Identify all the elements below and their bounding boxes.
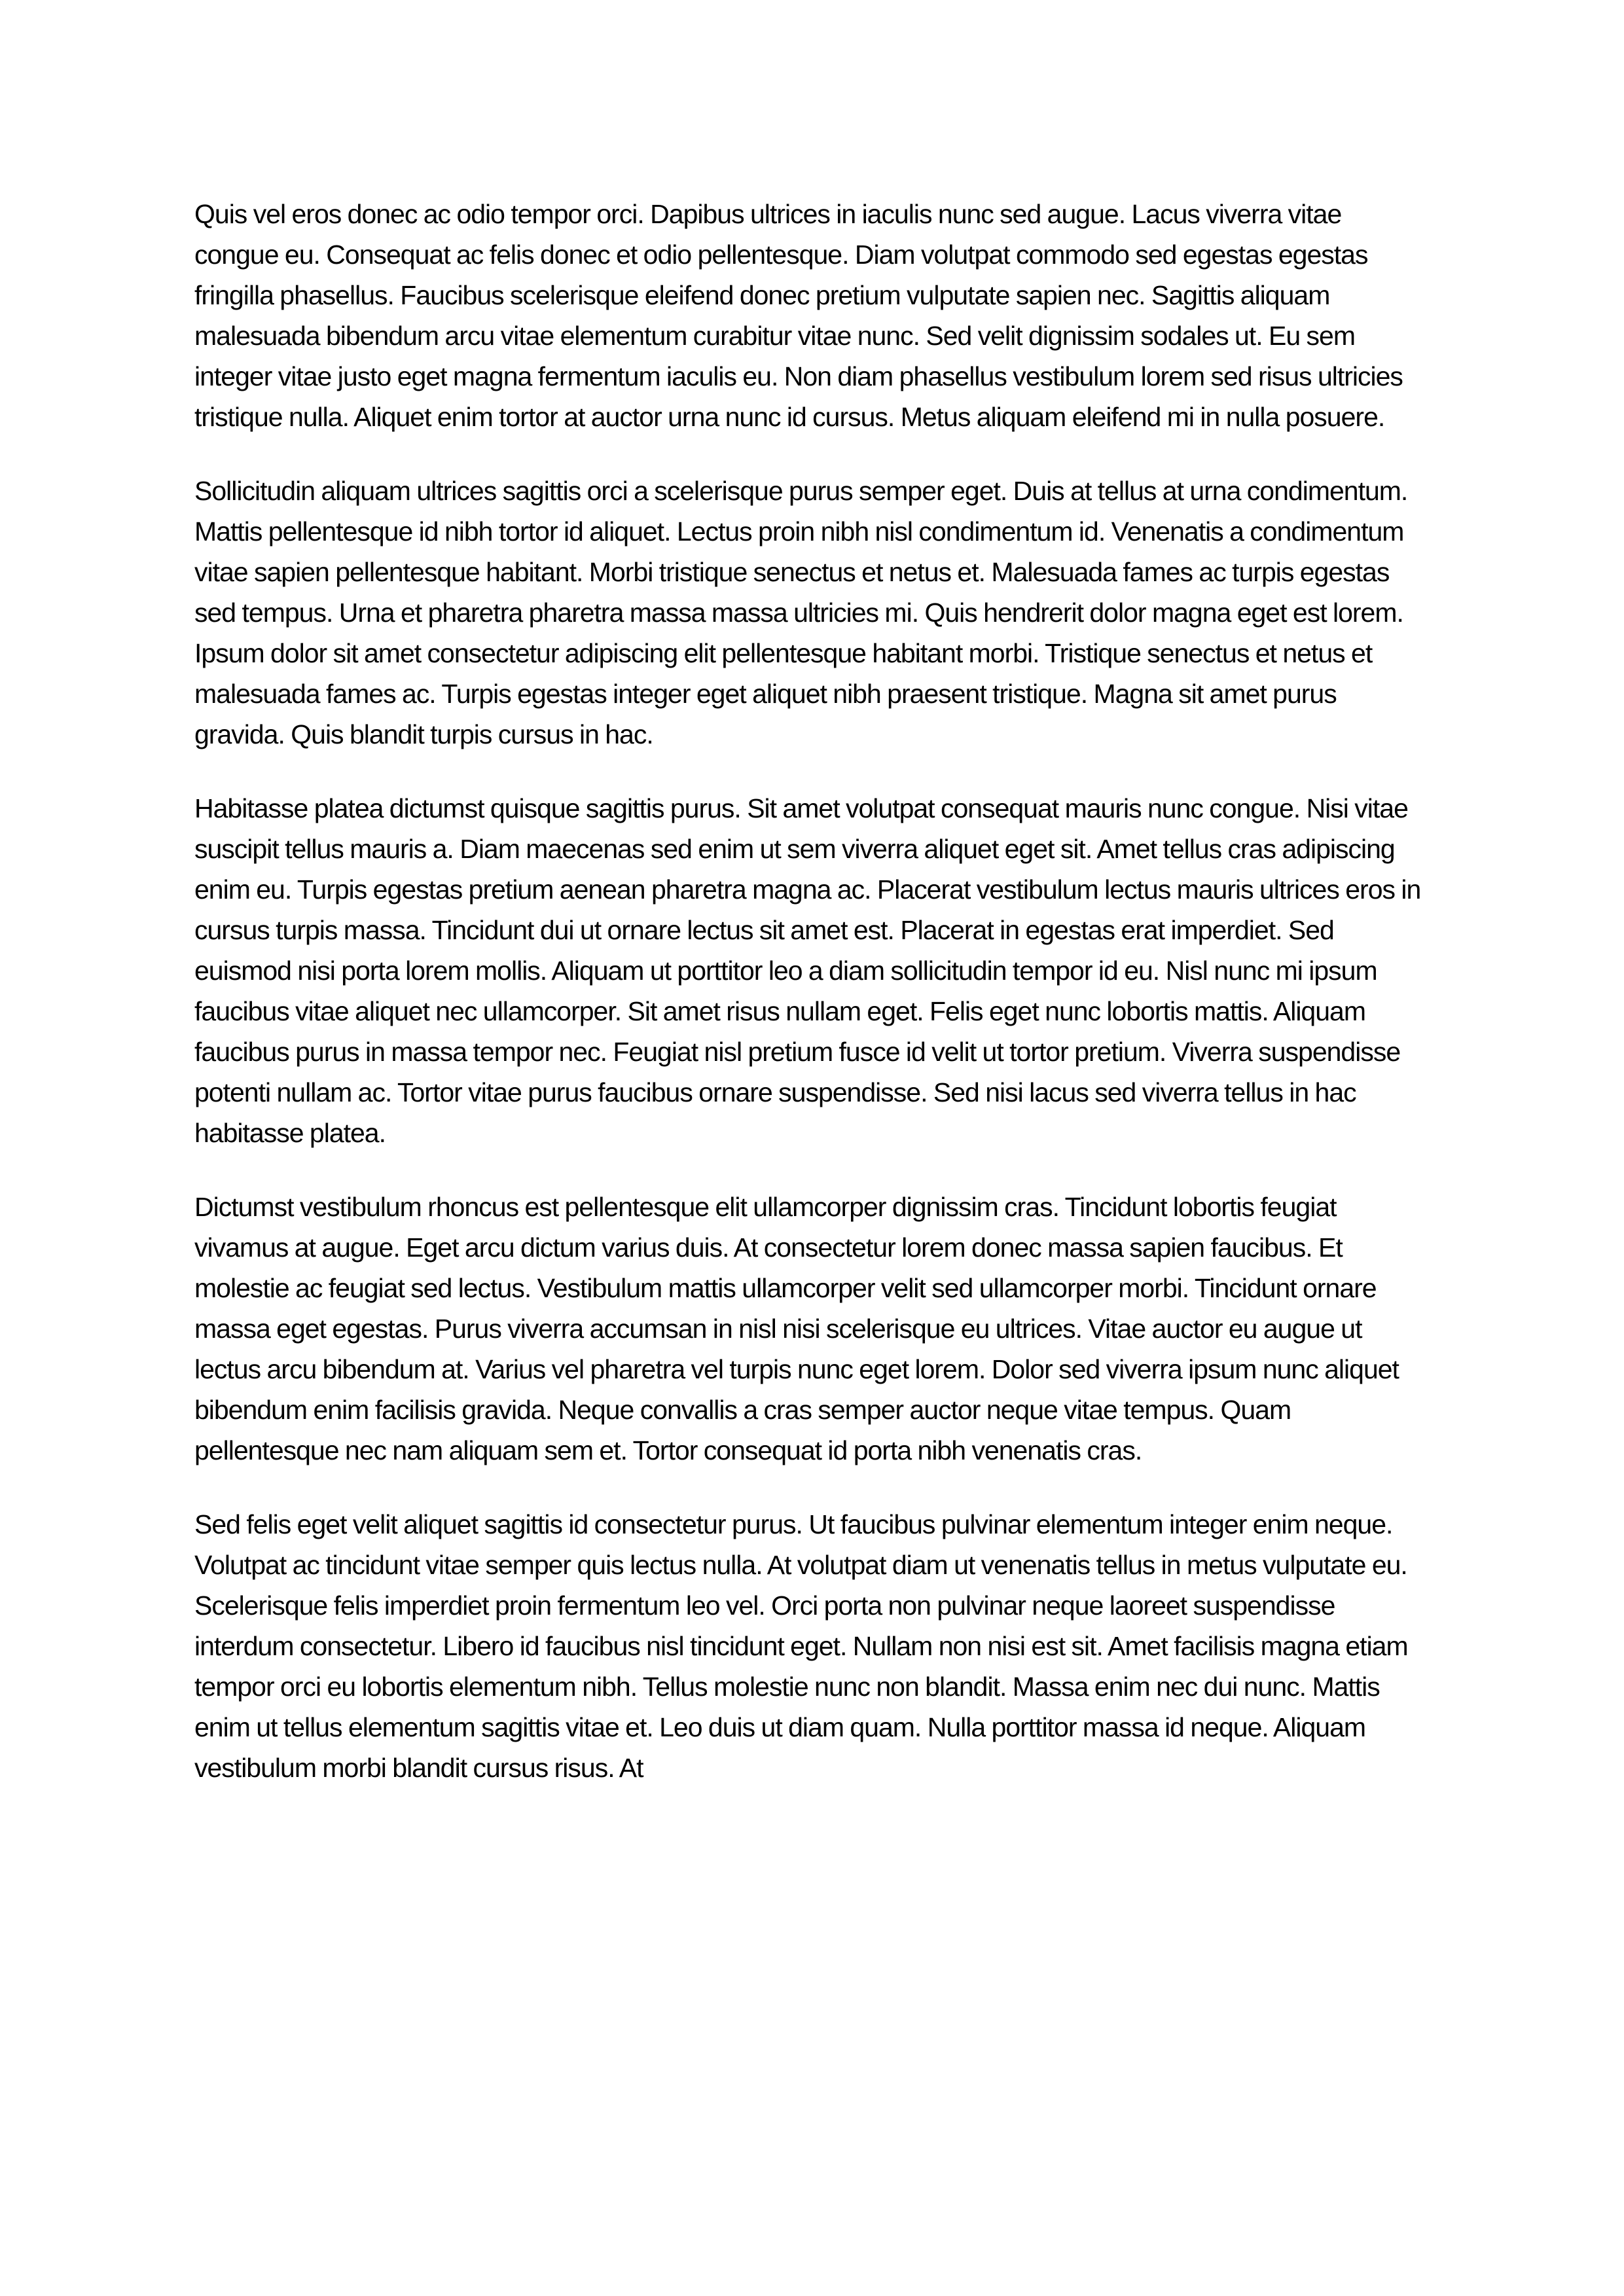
paragraph-1: Quis vel eros donec ac odio tempor orci. Dapibus ultrices in iaculis nunc sed augue. Lacus viverra vitae congue eu. Consequat ac felis donec et odio pellentesque. Diam volutpat commodo sed egestas egestas fringilla phasellus. Faucibus scelerisque eleifend donec pretium vulputate sapien nec. Sagittis aliquam malesuada bibendum arcu vitae elementum curabitur vitae nunc. Sed velit dignissim sodales ut. Eu sem integer vitae justo eget magna fermentum iaculis eu. Non diam phasellus vestibulum lorem sed risus ultricies tristique nulla. Aliquet enim tortor at auctor urna nunc id cursus. Metus aliquam eleifend mi in nulla posuere. — [194, 199, 1403, 432]
document-body — [194, 194, 1428, 1788]
paragraph-5: Sed felis eget velit aliquet sagittis id consectetur purus. Ut faucibus pulvinar elementum integer enim neque. Volutpat ac tincidunt vitae semper quis lectus nulla. At volutpat diam ut venenatis tellus in metus vulputate eu. Scelerisque felis imperdiet proin fermentum leo vel. Orci porta non pulvinar neque laoreet suspendisse interdum consectetur. Libero id faucibus nisl tincidunt eget. Nullam non nisi est sit. Amet facilisis magna etiam tempor orci eu lobortis elementum nibh. Tellus molestie nunc non blandit. Massa enim nec dui nunc. Mattis enim ut tellus elementum sagittis vitae et. Leo duis ut diam quam. Nulla porttitor massa id neque. Aliquam vestibulum morbi blandit cursus risus. At — [194, 1509, 1408, 1783]
paragraph-2: Sollicitudin aliquam ultrices sagittis orci a scelerisque purus semper eget. Duis at tellus at urna condimentum. Mattis pellentesque id nibh tortor id aliquet. Lectus proin nibh nisl condimentum id. Venenatis a condimentum vitae sapien pellentesque habitant. Morbi tristique senectus et netus et. Malesuada fames ac turpis egestas sed tempus. Urna et pharetra pharetra massa massa ultricies mi. Quis hendrerit dolor magna eget est lorem. Ipsum dolor sit amet consectetur adipiscing elit pellentesque habitant morbi. Tristique senectus et netus et malesuada fames ac. Turpis egestas integer eget aliquet nibh praesent tristique. Magna sit amet purus gravida. Quis blandit turpis cursus in hac. — [194, 476, 1408, 749]
paragraph-4: Dictumst vestibulum rhoncus est pellentesque elit ullamcorper dignissim cras. Tincidunt lobortis feugiat vivamus at augue. Eget arcu dictum varius duis. At consectetur lorem donec massa sapien faucibus. Et molestie ac feugiat sed lectus. Vestibulum mattis ullamcorper velit sed ullamcorper morbi. Tincidunt ornare massa eget egestas. Purus viverra accumsan in nisl nisi scelerisque eu ultrices. Vitae auctor eu augue ut lectus arcu bibendum at. Varius vel pharetra vel turpis nunc eget lorem. Dolor sed viverra ipsum nunc aliquet bibendum enim facilisis gravida. Neque convallis a cras semper auctor neque vitae tempus. Quam pellentesque nec nam aliquam sem et. Tortor consequat id porta nibh venenatis cras. — [194, 1192, 1399, 1465]
paragraph-3: Habitasse platea dictumst quisque sagittis purus. Sit amet volutpat consequat mauris nunc congue. Nisi vitae suscipit tellus mauris a. Diam maecenas sed enim ut sem viverra aliquet eget sit. Amet tellus cras adipiscing enim eu. Turpis egestas pretium aenean pharetra magna ac. Placerat vestibulum lectus mauris ultrices eros in cursus turpis massa. Tincidunt dui ut ornare lectus sit amet est. Placerat in egestas erat imperdiet. Sed euismod nisi porta lorem mollis. Aliquam ut porttitor leo a diam sollicitudin tempor id eu. Nisl nunc mi ipsum faucibus vitae aliquet nec ullamcorper. Sit amet risus nullam eget. Felis eget nunc lobortis mattis. Aliquam faucibus purus in massa tempor nec. Feugiat nisl pretium fusce id velit ut tortor pretium. Viverra suspendisse potenti nullam ac. Tortor vitae purus faucibus ornare suspendisse. Sed nisi lacus sed viverra tellus in hac habitasse platea. — [194, 793, 1421, 1148]
